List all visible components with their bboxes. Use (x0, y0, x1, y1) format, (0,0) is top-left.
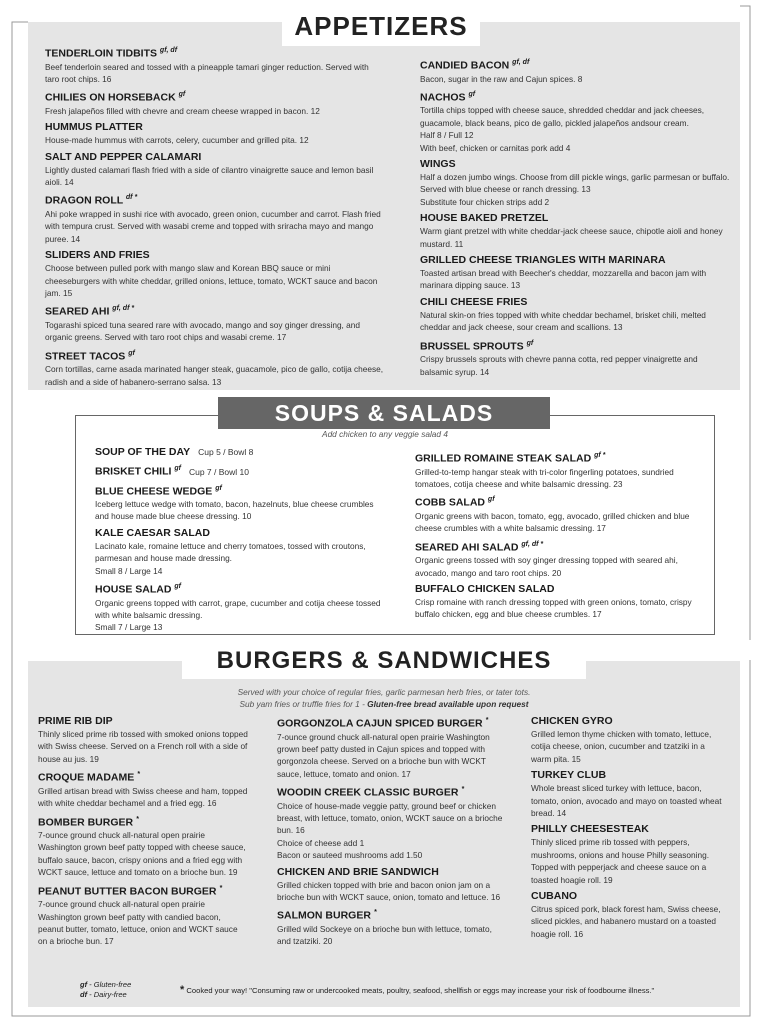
menu-item-name (45, 44, 385, 61)
menu-item-name (420, 211, 730, 225)
menu-item-description: 7-ounce ground chuck all-natural open prairie Washington grown beef patty with candied bacon, peanut butter, tomato, lettuce, onion and WCKT sauce on a brioche bun. 17 (38, 899, 238, 947)
menu-item-description: Choice of house-made veggie patty, ground beef or chicken breast, with lettuce, tomato, onion, WCKT sauce on a brioche bun. 16 (277, 800, 503, 836)
menu-item-name (95, 445, 385, 459)
menu-item-description: Grilled chicken topped with brie and bacon onion jam on a brioche bun with WCKT sauce, onion, tomato and lettuce. 16 (277, 879, 501, 903)
dietary-tags: * (219, 884, 223, 892)
soups-note: Add chicken to any veggie salad 4 (322, 429, 448, 439)
menu-item-title: WINGS (420, 158, 456, 171)
menu-item (420, 295, 730, 334)
menu-item-title: BOMBER BURGER (38, 816, 134, 829)
legend-df-key: df (80, 990, 88, 999)
menu-item-title: PEANUT BUTTER BACON BURGER (38, 885, 217, 898)
menu-item-option: With beef, chicken or carnitas pork add 4 (420, 142, 571, 153)
menu-item-option: Bacon or sauteed mushrooms add 1.50 (277, 850, 423, 861)
menu-item-name (45, 120, 385, 134)
dietary-tags: gf, df (512, 59, 530, 66)
menu-item (45, 191, 385, 245)
dietary-tags: gf (174, 465, 181, 472)
menu-item-name (531, 768, 726, 782)
menu-item-name (95, 482, 385, 499)
soups-salads-title: SOUPS & SALADS (218, 397, 550, 429)
menu-item-title: COBB SALAD (415, 496, 485, 509)
burgers-column-2 (277, 714, 507, 951)
burgers-title: BURGERS & SANDWICHES (182, 643, 586, 679)
appetizers-title: APPETIZERS (282, 6, 480, 46)
dietary-tags: * (136, 815, 139, 823)
menu-item-description: Warm giant pretzel with white cheddar-jack cheese sauce, chipotle aioli and honey mustard. 11 (420, 226, 723, 249)
menu-item-title: SLIDERS AND FRIES (45, 249, 150, 262)
menu-item-name (38, 813, 248, 830)
menu-item (415, 582, 705, 621)
menu-item-name (38, 714, 248, 728)
menu-item-name (45, 248, 385, 262)
menu-item-name (45, 88, 385, 105)
menu-item-title: PHILLY CHEESESTEAK (531, 823, 649, 836)
menu-item-name (420, 253, 730, 267)
menu-item-description: Tortilla chips topped with cheese sauce, shredded cheddar and jack cheeses, guacamole, black beans, pico de gallo, pickled jalapeños andsour cream. (420, 105, 705, 128)
menu-item (95, 462, 385, 479)
menu-item (420, 337, 730, 378)
legend-df: - Dairy-free (87, 990, 127, 999)
menu-item (420, 56, 730, 85)
menu-item (531, 714, 726, 765)
menu-item-name (95, 462, 385, 479)
menu-item-title: SOUP OF THE DAY (95, 446, 191, 458)
menu-item-description: Whole breast sliced turkey with lettuce, bacon, tomato, onion, avocado and mayo on toasted wheat bread. 14 (531, 783, 722, 819)
menu-item (277, 906, 507, 947)
menu-item-title: PRIME RIB DIP (38, 715, 113, 727)
menu-item-description: Half a dozen jumbo wings. Choose from dill pickle wings, garlic parmesan or buffalo. Served with blue cheese or ranch dressing. 13 (420, 172, 730, 195)
dietary-tags: * (485, 717, 489, 724)
menu-item (531, 768, 726, 819)
dietary-tags: df * (125, 194, 138, 202)
menu-item (420, 157, 730, 208)
menu-item (38, 768, 248, 809)
burgers-note-sub: Sub yam fries or truffle fries for 1 - (239, 699, 368, 709)
menu-item-description: Organic greens topped with carrot, grape, cucumber and cotija cheese tossed with white balsamic dressing. (95, 597, 381, 620)
menu-item-name (420, 88, 730, 105)
dietary-tags: gf (487, 496, 495, 504)
dietary-tags: * (137, 771, 140, 779)
menu-item (531, 889, 726, 940)
menu-item (38, 882, 248, 948)
menu-item-title: HOUSE SALAD (95, 583, 172, 596)
menu-item-name (45, 150, 385, 164)
menu-item-name (277, 906, 507, 923)
menu-item-option: Small 7 / Large 13 (95, 622, 163, 633)
menu-item (45, 44, 385, 85)
dietary-tags: gf, df * (112, 305, 135, 313)
menu-item-title: BRUSSEL SPROUTS (420, 340, 524, 353)
menu-item-title: CHILI CHEESE FRIES (420, 295, 528, 308)
disclaimer-text: Cooked your way! "Consuming raw or undercooked meats, poultry, seafood, shellfish or eggs may increase your risk of foodbourne illness." (184, 986, 655, 995)
menu-item-title: CROQUE MADAME (38, 771, 135, 784)
menu-item (95, 445, 385, 459)
dietary-tags: gf (215, 484, 222, 492)
menu-item-description: Fresh jalapeños filled with chevre and cream cheese wrapped in bacon. 12 (45, 105, 320, 116)
menu-item (38, 714, 248, 765)
menu-item-description: Organic greens tossed with soy ginger dressing topped with seared ahi, avocado, mango and taro root chips. 20 (415, 555, 678, 578)
burgers-column-1 (38, 714, 248, 951)
menu-item (277, 783, 507, 862)
menu-item-description: Grilled lemon thyme chicken with tomato, lettuce, cotija cheese, onion, cucumber and tzatziki in a warm pita. 15 (531, 729, 712, 764)
menu-item-description: Grilled wild Sockeye on a brioche bun with lettuce, tomato, and tzatziki. 20 (277, 923, 492, 947)
soups-right-column (415, 449, 705, 624)
menu-item (415, 538, 705, 579)
menu-item-title: SEARED AHI (45, 305, 110, 318)
menu-item-name (415, 582, 705, 596)
dietary-tags: gf (178, 91, 186, 99)
dietary-tags: gf, df (159, 47, 178, 54)
menu-item (95, 482, 385, 523)
menu-item-name (45, 191, 385, 208)
menu-item-description: Beef tenderloin seared and tossed with a pineapple tamari ginger reduction. Served with taro root chips. 16 (45, 61, 369, 84)
menu-item-description: Grilled-to-temp hangar steak with tri-color fingerling potatoes, sundried tomatoes, cotija cheese and white balsamic dressing. 23 (415, 466, 674, 489)
menu-item-title: GRILLED CHEESE TRIANGLES WITH MARINARA (420, 254, 666, 267)
menu-item (420, 211, 730, 250)
menu-item-description: Iceberg lettuce wedge with tomato, bacon, hazelnuts, blue cheese crumbles and house made blue cheese dressing. 10 (95, 499, 374, 522)
diet-legend (80, 980, 131, 1000)
menu-item-description: 7-ounce ground chuck all-natural open prairie Washington grown beef patty topped with cheese sauce, buffalo sauce, bacon, crispy onions and a fried egg with WCKT sauce, lettuce and tomato on a brioche bun. 19 (38, 830, 246, 878)
menu-item (95, 526, 385, 577)
menu-item-title: BLUE CHEESE WEDGE (95, 485, 213, 497)
menu-item-option: Half 8 / Full 12 (420, 130, 474, 141)
menu-item-title: NACHOS (420, 91, 466, 104)
menu-item (38, 813, 248, 879)
menu-item-description: Grilled artisan bread with Swiss cheese and ham, topped with white cheddar bechamel and a fried egg. 16 (38, 785, 248, 809)
menu-item-description: Citrus spiced pork, black forest ham, Swiss cheese, sliced pickles, and habanero mustard on a toasted hoagie roll. 16 (531, 904, 721, 939)
menu-item (45, 120, 385, 146)
menu-item-description: Crispy brussels sprouts with chevre panna cotta, red pepper vinaigrette and balsamic syrup. 14 (420, 354, 698, 377)
menu-item-name (531, 822, 726, 836)
menu-item (277, 714, 507, 780)
menu-item-title: GRILLED ROMAINE STEAK SALAD (415, 452, 592, 465)
appetizers-left-column (45, 44, 385, 391)
menu-item-description: Crisp romaine with ranch dressing topped with green onions, tomato, crispy buffalo chicken, egg and blue cheese crumbles. 17 (415, 596, 692, 620)
burgers-note-gluten: Gluten-free bread available upon request (367, 699, 529, 709)
menu-item (420, 253, 730, 292)
dietary-tags: * (373, 909, 377, 917)
menu-item-title: WOODIN CREEK CLASSIC BURGER (277, 786, 459, 799)
menu-item-name (277, 714, 507, 731)
menu-item-price: Cup 5 / Bowl 8 (198, 447, 254, 457)
menu-item-name (420, 56, 730, 73)
menu-item-description: Natural skin-on fries topped with white cheddar bechamel, brisket chili, melted cheddar and jack cheese, sour cream and scallions. 13 (420, 309, 706, 333)
menu-item-description: Lightly dusted calamari flash fried with a side of cilantro vinaigrette sauce and lemon basil aioli. 14 (45, 164, 374, 188)
food-disclaimer (180, 984, 654, 996)
menu-item-title: TURKEY CLUB (531, 769, 607, 782)
menu-item-name (420, 157, 730, 171)
burgers-note (120, 686, 648, 710)
menu-item-description: Thinly sliced prime rib tossed with peppers, mushrooms, onions and house Philly seasoning. Topped with pepperjack and cheese sauce on a toasted hoagie roll. 19 (531, 837, 710, 885)
menu-item-title: CHICKEN GYRO (531, 715, 613, 727)
menu-item-option: Small 8 / Large 14 (95, 565, 163, 576)
menu-item-name (420, 295, 730, 309)
menu-item (45, 347, 385, 388)
menu-item-title: STREET TACOS (45, 350, 126, 363)
menu-item-title: CHILIES ON HORSEBACK (45, 91, 176, 104)
menu-item (531, 822, 726, 886)
menu-item (45, 248, 385, 299)
menu-item-description: 7-ounce ground chuck all-natural open prairie Washington grown beef patty dusted in Cajun spices and topped with gorgonzola cheese. Served on a brioche bun with WCKT sauce, lettuce, tomato and onion. 17 (277, 731, 490, 779)
menu-item-title: CANDIED BACON (420, 59, 510, 72)
soups-left-column (95, 445, 385, 637)
menu-item-description: Toasted artisan bread with Beecher's cheddar, mozzarella and bacon jam with marinara dipping sauce. 13 (420, 268, 707, 291)
menu-item (45, 302, 385, 343)
menu-item-name (95, 580, 385, 597)
menu-item-name (38, 768, 248, 785)
menu-item (45, 88, 385, 117)
menu-item (415, 493, 705, 534)
menu-item (277, 865, 507, 904)
menu-item-title: SALT AND PEPPER CALAMARI (45, 150, 202, 163)
menu-item-description: Togarashi spiced tuna seared rare with avocado, mango and soy ginger dressing, and organic greens. Served with taro root chips and wasabi creme. 17 (45, 319, 361, 343)
menu-item-option: Choice of cheese add 1 (277, 837, 365, 848)
menu-item-name (95, 526, 385, 540)
menu-item (420, 88, 730, 154)
menu-item (95, 580, 385, 634)
burgers-note-line1: Served with your choice of regular fries, garlic parmesan herb fries, or tater tots. (237, 687, 531, 697)
appetizers-right-column (420, 56, 730, 381)
menu-item-title: DRAGON ROLL (45, 194, 123, 207)
menu-item-name (277, 865, 507, 879)
menu-item-title: BRISKET CHILI (95, 465, 172, 478)
menu-item-title: CHICKEN AND BRIE SANDWICH (277, 865, 439, 878)
dietary-tags: gf, df * (521, 540, 544, 548)
menu-item-title: SEARED AHI SALAD (415, 541, 519, 554)
menu-item-title: HUMMUS PLATTER (45, 121, 143, 134)
menu-item-title: SALMON BURGER (277, 909, 371, 922)
burgers-column-3 (531, 714, 726, 943)
menu-item-description: Bacon, sugar in the raw and Cajun spices. 8 (420, 73, 583, 84)
legend-gf-key: gf (80, 980, 88, 989)
menu-item-name (277, 783, 507, 800)
menu-item-description: Ahi poke wrapped in sushi rice with avocado, green onion, cucumber and carrot. Flash fried with tempura crust. Served with wasabi creme and topped with sriracha mayo and mango puree. 14 (45, 208, 381, 244)
dietary-tags: gf (174, 583, 181, 591)
menu-item-description: House-made hummus with carrots, celery, cucumber and grilled pita. 12 (45, 135, 309, 146)
menu-item-description: Organic greens with bacon, tomato, egg, avocado, grilled chicken and blue cheese crumbles with a white balsamic dressing. 17 (415, 510, 690, 534)
menu-item (415, 449, 705, 490)
dietary-tags: gf (526, 339, 534, 347)
menu-item-title: BUFFALO CHICKEN SALAD (415, 582, 555, 595)
menu-item-name (45, 302, 385, 319)
menu-item-title: HOUSE BAKED PRETZEL (420, 212, 549, 225)
menu-item-name (415, 538, 705, 555)
dietary-tags: gf * (594, 452, 606, 459)
menu-item-price: Cup 7 / Bowl 10 (188, 466, 249, 477)
menu-item-title: KALE CAESAR SALAD (95, 526, 210, 539)
menu-item-description: Corn tortillas, carne asada marinated hanger steak, guacamole, pico de gallo, cotija cheese, radish and a side of habanero-serrano salsa. 13 (45, 364, 384, 387)
menu-item-description: Lacinato kale, romaine lettuce and cherry tomatoes, tossed with croutons, parmesan and house made dressing. (95, 540, 366, 564)
menu-item-description: Thinly sliced prime rib tossed with smoked onions topped with Swiss cheese. Served on a French roll with a side of house au jus. 19 (38, 729, 248, 764)
menu-item-name (38, 882, 248, 899)
menu-item-name (415, 449, 705, 466)
menu-item-title: TENDERLOIN TIDBITS (45, 47, 157, 60)
menu-item-name (420, 337, 730, 354)
dietary-tags: gf (468, 90, 476, 98)
legend-gf: - Gluten-free (87, 980, 132, 989)
menu-item-title: GORGONZOLA CAJUN SPICED BURGER (277, 717, 483, 730)
dietary-tags: gf (128, 349, 135, 357)
menu-item-title: CUBANO (531, 890, 578, 903)
dietary-tags: * (461, 786, 465, 794)
menu-item-name (531, 889, 726, 903)
menu-item-option: Substitute four chicken strips add 2 (420, 196, 550, 207)
menu-item (45, 150, 385, 189)
disclaimer-star: * (180, 984, 185, 996)
burgers-note-line2 (120, 698, 648, 710)
menu-item-description: Choose between pulled pork with mango slaw and Korean BBQ sauce or mini cheeseburgers with white cheddar, grilled onions, lettuce, tomato, WCKT sauce and bacon jam. 15 (45, 263, 378, 298)
menu-item-name (415, 493, 705, 510)
menu-item-name (45, 347, 385, 364)
menu-item-name (531, 714, 726, 728)
